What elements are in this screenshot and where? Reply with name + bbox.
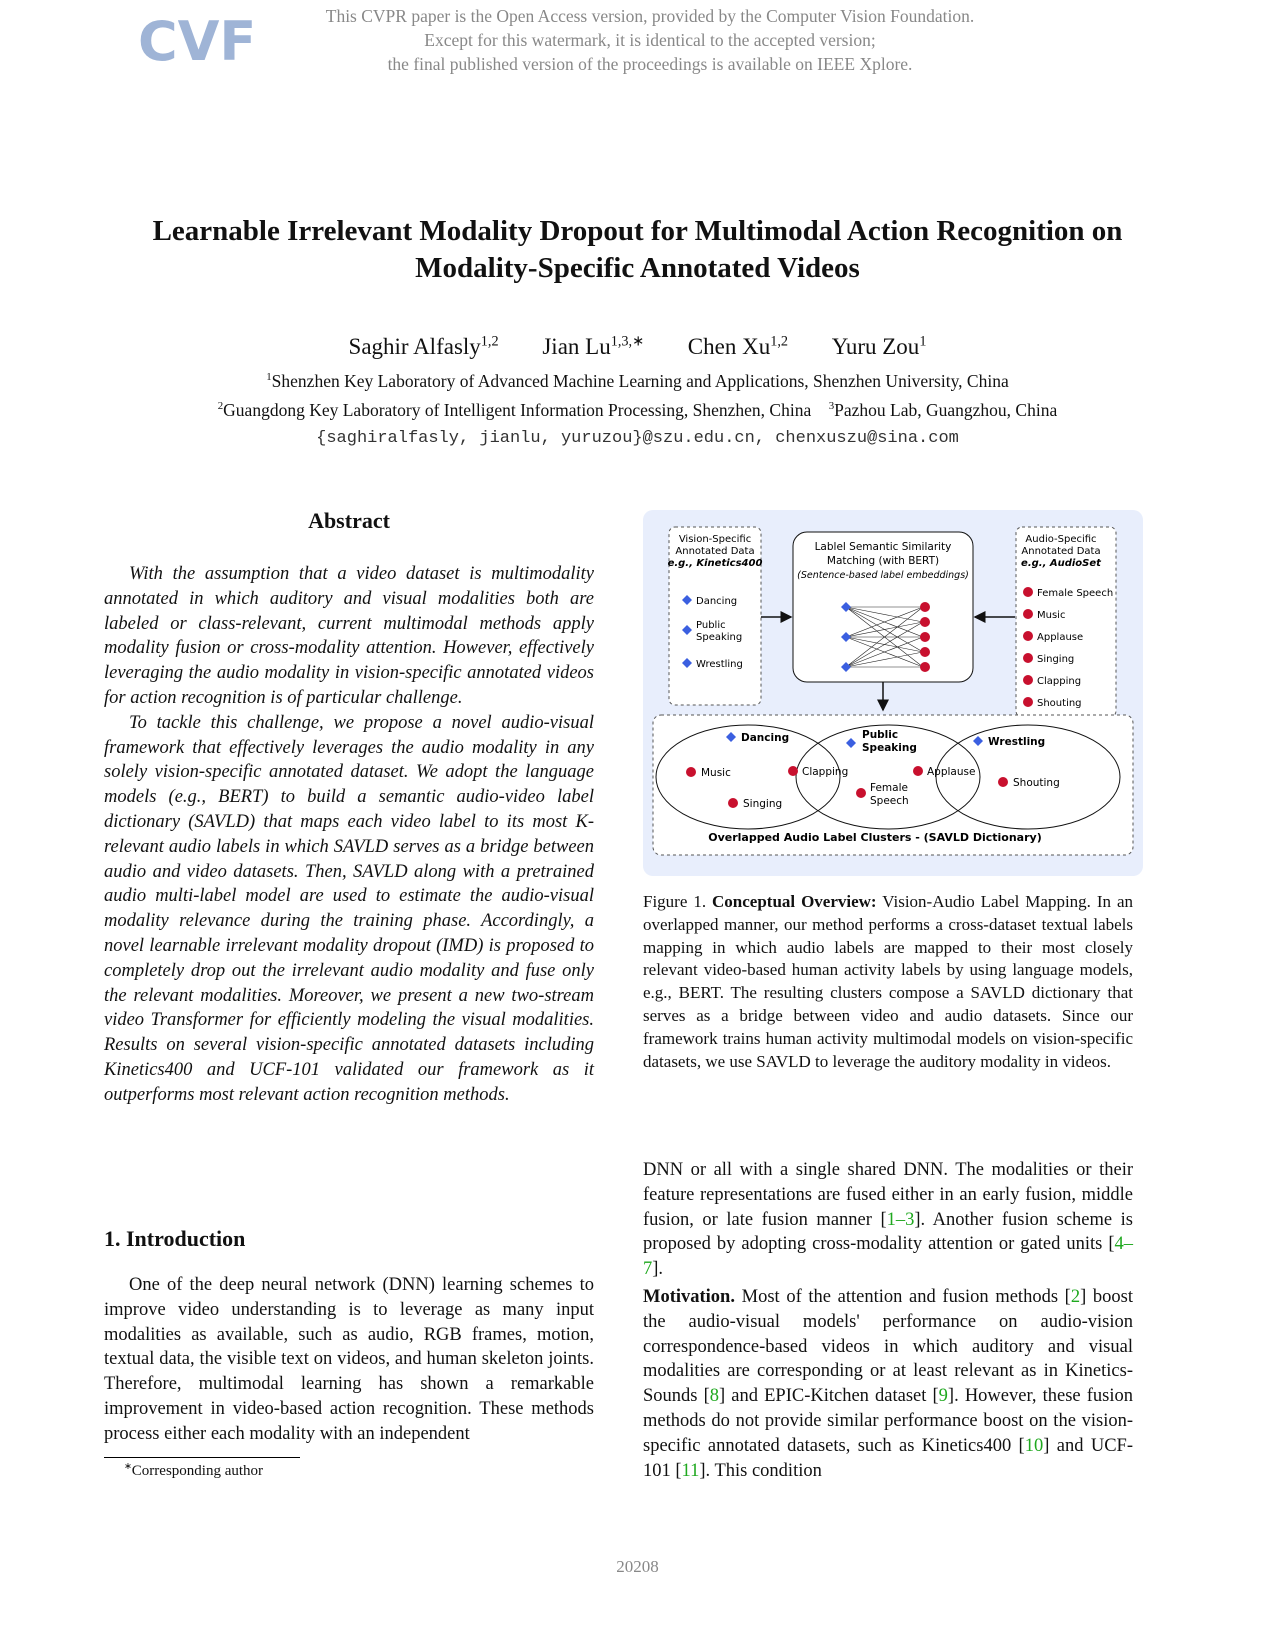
title-line-1: Learnable Irrelevant Modality Dropout for Multimodal Action Recognition on (152, 215, 1123, 247)
audio-dot-icon (788, 766, 798, 776)
cluster-audio-shouting: Shouting (1013, 777, 1060, 789)
center-box-title-3: (Sentence-based label embeddings) (797, 570, 969, 581)
audio-dot-icon (686, 767, 696, 777)
author: Jian $Lu^{1,3,∗}$ (542, 333, 645, 359)
footnote: ∗Corresponding author (124, 1462, 264, 1479)
audio-dot-icon (856, 788, 866, 798)
audio-dot-icon (1023, 675, 1033, 685)
cluster-audio-female: Female (870, 782, 908, 794)
watermark-line-3: the final published version of the proceedings is available on IEEE Xplore. (387, 54, 913, 74)
right-paragraph-1: DNN or all with a single shared DNN. The modalities or their feature representations are fused either in an early fusion, middle fusion, or late fusion manner [1–3]. Another fusion scheme is proposed by adopting cross-modality attention or gated units [4–7]. (643, 1160, 1133, 1280)
audio-label-music: Music (1037, 610, 1066, 621)
footnote-rule (104, 1457, 300, 1458)
citation-link[interactable]: 2 (1070, 1286, 1081, 1307)
audio-dot-icon (920, 632, 930, 642)
right-column-body (643, 1158, 1133, 1483)
citation-link[interactable]: 1–3 (886, 1209, 915, 1230)
vision-label-wrestling: Wrestling (696, 659, 743, 670)
cvf-logo (138, 10, 257, 74)
audio-dot-icon (920, 617, 930, 627)
cluster-audio-speech: Speech (870, 795, 909, 807)
citation-link[interactable]: 10 (1024, 1435, 1044, 1456)
audio-label-female-speech: Female Speech (1037, 588, 1114, 599)
audio-dot-icon (920, 662, 930, 672)
center-box-title-1: Lablel Semantic Similarity (814, 541, 952, 553)
cluster-label-wrestling: Wrestling (988, 736, 1046, 748)
audio-dot-icon (920, 647, 930, 657)
watermark-line-1: This CVPR paper is the Open Access version, provided by the Computer Vision Foundation. (325, 6, 975, 26)
abstract-body (104, 562, 594, 1108)
title-line-2: Modality-Specific Annotated Videos (415, 252, 860, 284)
audio-dot-icon (1023, 587, 1033, 597)
cluster-audio-music: Music (701, 767, 731, 779)
audio-dot-icon (1023, 609, 1033, 619)
citation-link[interactable]: 11 (681, 1460, 700, 1481)
intro-paragraph-1: One of the deep neural network (DNN) learning schemes to improve video understanding is to leverage as many input modalities as available, such as audio, RGB frames, motion, textual data, the visible text on videos, and human skeleton joints. Therefore, multimodal learning has shown a remarkable improvement in video-based action recognition. These methods process either each modality with an independent (104, 1275, 594, 1444)
cluster-audio-applause: Applause (927, 766, 976, 778)
audio-dot-icon (920, 602, 930, 612)
cluster-label-public: Public (862, 729, 899, 741)
audio-dot-icon (1023, 631, 1033, 641)
vision-box-title-3: e.g., Kinetics400 (667, 558, 763, 569)
cvf-logo-text: CVF (138, 10, 257, 73)
author: Chen Xu$^{1,2}$ (687, 333, 789, 359)
audio-box-title-3: e.g., AudioSet (1021, 558, 1101, 569)
vision-label-speaking: Speaking (696, 632, 743, 643)
watermark-line-2: Except for this watermark, it is identical to the accepted version; (424, 30, 876, 50)
audio-box-title-1: Audio-Specific (1025, 534, 1097, 545)
right-paragraph-2: Motivation. Most of the attention and fusion methods [2] boost the audio-visual models' performance on audio-vision correspondence-based videos in which auditory and visual modalities are corresponding or at least relevant as in Kinetics-Sounds [8] and EPIC-Kitchen dataset [9]. However, these fusion methods do not provide similar performance boost on the vision-specific annotated datasets, such as Kinetics400 [10] and UCF-101 [11]. This condition (643, 1286, 1133, 1481)
cluster-audio-clapping: Clapping (802, 766, 849, 778)
audio-dot-icon (728, 798, 738, 808)
audio-dot-icon (1023, 697, 1033, 707)
cluster-label-speaking: Speaking (862, 742, 917, 754)
cluster-label-dancing: Dancing (741, 732, 790, 744)
citation-link[interactable]: 9 (938, 1386, 948, 1407)
intro-body (104, 1273, 594, 1447)
section-heading-introduction: 1. Introduction (104, 1226, 246, 1251)
audio-label-applause: Applause (1037, 632, 1084, 643)
vision-box-title-2: Annotated Data (675, 546, 755, 557)
center-box-title-2: Matching (with BERT) (826, 555, 940, 567)
author-list (0, 333, 1275, 360)
cluster-footer: Overlapped Audio Label Clusters - (SAVLD Dictionary) (708, 831, 1042, 844)
audio-dot-icon (913, 766, 923, 776)
figure-1-caption: Figure 1. Conceptual Overview: Vision-Audio Label Mapping. In an overlapped manner, our method performs a cross-dataset textual labels mapping in which audio labels are mapped to their most closely relevant video-based human activity labels by using language models, e.g., BERT. The resulting clusters compose a SAVLD dictionary that serves as a bridge between video and audio datasets. Since our framework trains human activity multimodal models on vision-specific datasets, we use SAVLD to leverage the auditory modality in videos. (643, 892, 1133, 1071)
watermark (290, 4, 1010, 76)
affiliation-2-3: $^2$Guangdong Key Laboratory of Intelligent Information Processing, Shenzhen, China $^3$Pazhou Lab, Guangzhou, China (217, 400, 1058, 420)
audio-dot-icon (998, 777, 1008, 787)
abstract-paragraph-1: With the assumption that a video dataset is multimodality annotated in which auditory and visual modalities both are labeled or class-relevant, current multimodal methods apply modality fusion or cross-modality attention. However, effectively leveraging the audio modality in vision-specific annotated videos for action recognition is of particular challenge. (104, 564, 594, 708)
author: Yuru Zou$^1$ (831, 333, 927, 359)
vision-label-public: Public (696, 620, 726, 631)
author-emails: {saghiralfasly, jianlu, yuruzou}@szu.edu.cn, chenxuszu@sina.com (316, 429, 959, 448)
vision-label-dancing: Dancing (696, 596, 738, 607)
citation-link[interactable]: 4–7 (643, 1234, 1133, 1280)
audio-label-singing: Singing (1037, 654, 1075, 665)
citation-link[interactable]: 8 (709, 1386, 720, 1407)
abstract-heading: Abstract (308, 508, 390, 533)
author: Saghir Alfasly$^{1,2}$ (348, 333, 499, 359)
audio-label-clapping: Clapping (1037, 676, 1082, 687)
audio-dot-icon (1023, 653, 1033, 663)
affiliation-1: $^1$Shenzhen Key Laboratory of Advanced Machine Learning and Applications, Shenzhen University, China (266, 371, 1009, 391)
figure-1-panel (643, 510, 1143, 876)
vision-box-title-1: Vision-Specific (678, 534, 752, 545)
audio-label-shouting: Shouting (1037, 698, 1082, 709)
cluster-audio-singing: Singing (743, 798, 783, 810)
figure-1-diagram (643, 510, 1143, 876)
page-number: 20208 (616, 1557, 659, 1576)
audio-box-title-2: Annotated Data (1021, 546, 1101, 557)
paper-title (60, 213, 1215, 287)
abstract-paragraph-2: To tackle this challenge, we propose a novel audio-visual framework that effectively leverages the audio modality in any solely vision-specific annotated dataset. We adopt the language models (e.g., BERT) to build a semantic audio-video label dictionary (SAVLD) that maps each video label to its most K-relevant audio labels in which SAVLD serves as a bridge between audio and video datasets. Then, SAVLD along with a pretrained audio multi-label model are used to estimate the audio-visual modality relevance during the training phase. Accordingly, a novel learnable irrelevant modality dropout (IMD) is proposed to completely drop out the irrelevant audio modality and fuse only the relevant modalities. Moreover, we present a new two-stream video Transformer for efficiently modeling the visual modalities. Results on several vision-specific annotated datasets including Kinetics400 and UCF-101 validated our framework as it outperforms most relevant action recognition methods. (104, 712, 594, 1105)
